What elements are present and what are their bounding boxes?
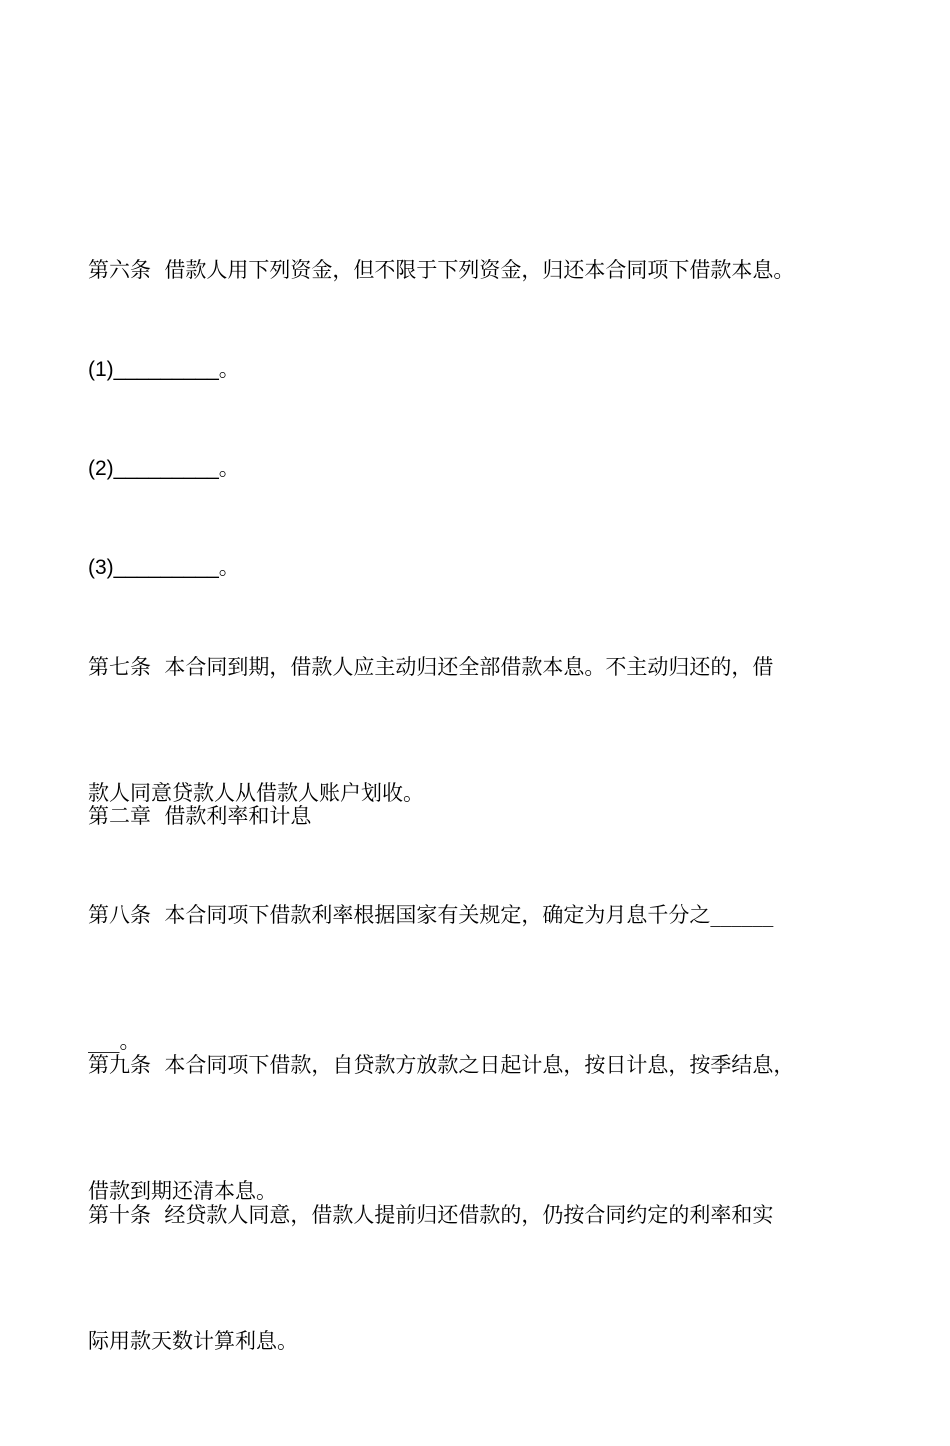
article-6-line-1: 第六条 借款人用下列资金，但不限于下列资金，归还本合同项下借款本息。 bbox=[88, 258, 795, 282]
list-item-3-text: (3)_________。 bbox=[88, 556, 240, 579]
article-8-line-2: ___。 bbox=[88, 1029, 141, 1053]
chapter-2-title: 第二章 借款利率和计息 bbox=[88, 804, 312, 828]
article-8-line-1: 第八条 本合同项下借款利率根据国家有关规定，确定为月息千分之______ bbox=[88, 903, 774, 927]
list-item-2-text: (2)_________。 bbox=[88, 457, 240, 480]
article-10 bbox=[88, 1110, 888, 1446]
article-9-line-1: 第九条 本合同项下借款，自贷款方放款之日起计息，按日计息，按季结息， bbox=[88, 1053, 795, 1077]
article-10-line-1: 第十条 经贷款人同意，借款人提前归还借款的，仍按合同约定的利率和实 bbox=[88, 1203, 774, 1227]
article-10-line-2: 际用款天数计算利息。 bbox=[88, 1329, 298, 1353]
article-7-line-1: 第七条 本合同到期，借款人应主动归还全部借款本息。不主动归还的，借 bbox=[88, 655, 774, 679]
article-7-line-2: 款人同意贷款人从借款人账户划收。 bbox=[88, 781, 424, 805]
list-item-1-text: (1)_________。 bbox=[88, 358, 240, 381]
article-9-line-2: 借款到期还清本息。 bbox=[88, 1179, 277, 1203]
